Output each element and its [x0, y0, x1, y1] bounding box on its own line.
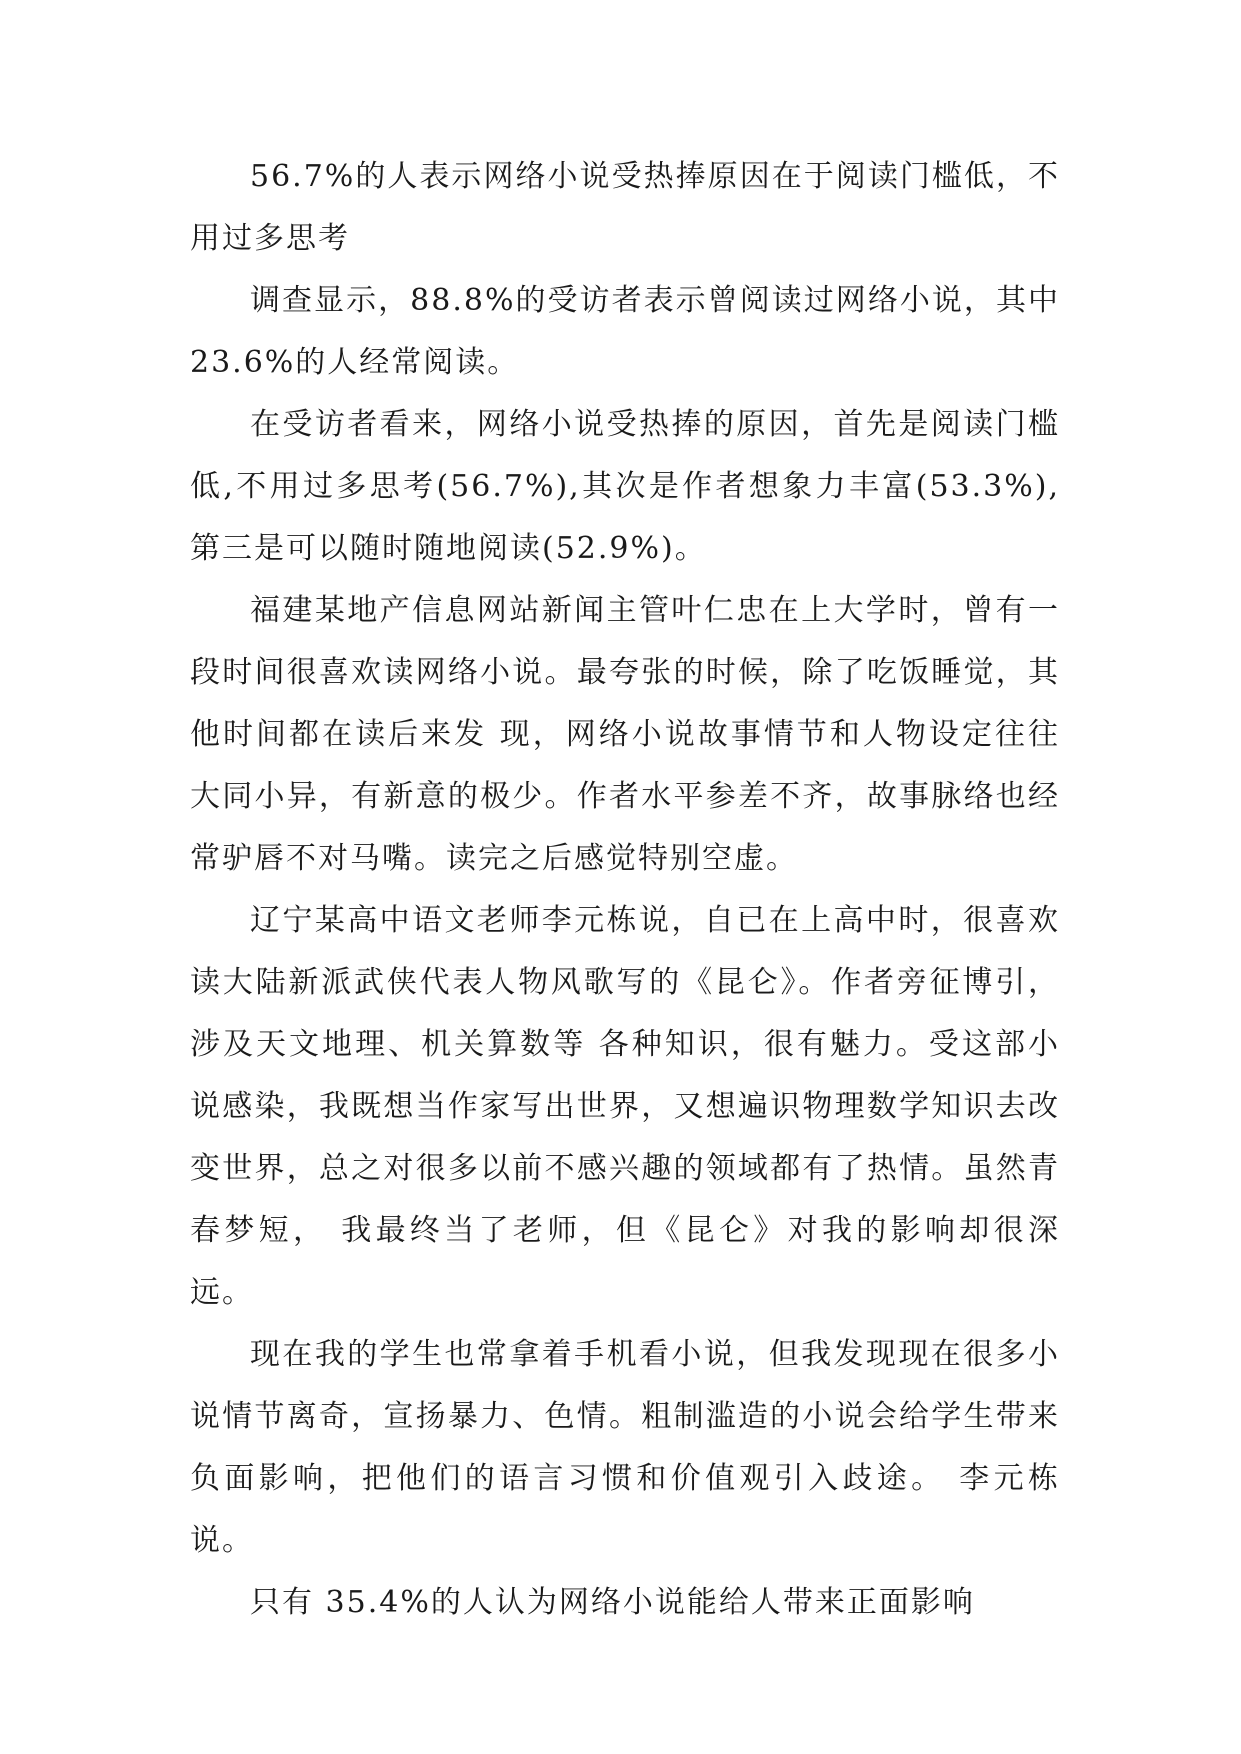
paragraph-1: 56.7%的人表示网络小说受热捧原因在于阅读门槛低，不用过多思考: [190, 159, 1060, 256]
paragraph-6: 现在我的学生也常拿着手机看小说，但我发现现在很多小说情节离奇，宣扬暴力、色情。粗制滥造的小说会给学生带来负面影响，把他们的语言习惯和价值观引入歧途。 李元栋说。: [190, 1337, 1060, 1558]
paragraph-7: 只有 35.4%的人认为网络小说能给人带来正面影响: [250, 1585, 975, 1620]
document-page: [190, 146, 1060, 1634]
paragraph-2: 调查显示，88.8%的受访者表示曾阅读过网络小说，其中 23.6%的人经常阅读。: [190, 283, 1060, 380]
paragraph-5: 辽宁某高中语文老师李元栋说，自已在上高中时，很喜欢读大陆新派武侠代表人物风歌写的《昆仑》。作者旁征博引，涉及天文地理、机关算数等 各种知识，很有魅力。受这部小说感染，我既想当作家写出世界，又想遍识物理数学知识去改变世界，总之对很多以前不感兴趣的领域都有了热情。虽然青春梦短， 我最终当了老师，但《昆仑》对我的影响却很深远。: [190, 903, 1060, 1310]
paragraph-4: 福建某地产信息网站新闻主管叶仁忠在上大学时，曾有一段时间很喜欢读网络小说。最夸张的时候，除了吃饭睡觉，其他时间都在读后来发 现，网络小说故事情节和人物设定往往大同小异，有新意的极少。作者水平参差不齐，故事脉络也经常驴唇不对马嘴。读完之后感觉特别空虚。: [190, 593, 1060, 876]
paragraph-3: 在受访者看来，网络小说受热捧的原因，首先是阅读门槛低,不用过多思考(56.7%),其次是作者想象力丰富(53.3%),第三是可以随时随地阅读(52.9%)。: [190, 407, 1060, 566]
